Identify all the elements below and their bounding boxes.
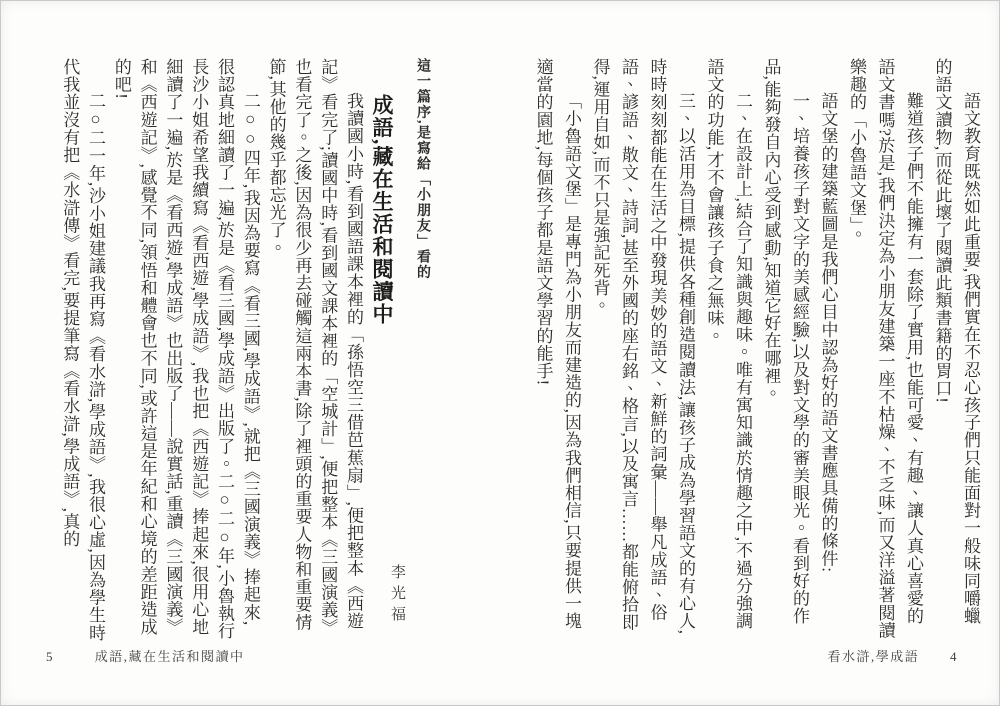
preface-body-right xyxy=(528,58,984,642)
preface-paragraph: 一、培養孩子對文字的美感經驗,以及對文學的審美眼光。看到好的作品,能夠發自內心受到感動,知道它好在哪裡。 xyxy=(761,58,809,625)
author-name: 李光福 xyxy=(389,564,405,627)
preface-paragraph: 語文堡的建築藍圖是我們心目中認為好的語文書應具備的條件: xyxy=(818,92,838,573)
page-footer-right xyxy=(827,646,958,665)
page-footer-left xyxy=(46,646,245,665)
preface-body-left xyxy=(56,58,366,642)
footer-page-number: 4 xyxy=(950,649,958,664)
preface-paragraph: 難道孩子們不能擁有一套除了實用,也能可愛、有趣、讓人真心喜愛的語文書嗎?於是,我們決定為小朋友建築一座不枯燥、不乏味,而又洋溢著閱讀樂趣的「小魯語文堡」。 xyxy=(847,58,923,640)
preface-paragraph: 語文教育既然如此重要,我們實在不忍心孩子們只能面對一般味同嚼蠟的語文讀物,而從此壞了閱讀此類書籍的胃口! xyxy=(932,58,980,625)
preface-paragraph: 「小魯語文堡」是專門為小朋友而建造的,因為我們相信,只要提供一塊適當的園地,每個孩子都是語文學習的能手! xyxy=(533,58,581,630)
preface-paragraph: 二、在設計上,結合了知識與趣味。唯有寓知識於情趣之中,不過分強調語文的功能,才不會讓孩子食之無味。 xyxy=(704,58,752,630)
preface-paragraph: 我讀國小時,看到國語課本裡的「孫悟空三借芭蕉扇」,便把整本《西遊記》看完了;讀國中時,看到國文課本裡的「空城計」,便把整本《三國演義》也看完了。之後,因為很少再去碰觸這兩本書,除了裡頭的重要人物和重要情節,其他的幾乎都忘光了。 xyxy=(266,58,363,637)
preface-paragraph: 二○○四年,我因為要寫《看三國,學成語》,就把《三國演義》捧起來,很認真地細讀了一遍,於是《看三國,學成語》出版了。二○二○年,小魯執行長沙小姐希望我續寫《看西遊,學成語》,我也把《西遊記》捧起來,很用心地細讀了一遍,於是《看西遊,學成語》也出版了——說實話,重讀《三國演義》和《西遊記》,感覺不同,領悟和體會也不同,或許這是年紀和心境的差距造成的吧! xyxy=(111,58,260,640)
preface-heading: 這一篇序,是寫給「小朋友」看的 xyxy=(415,58,430,280)
footer-book-title: 看水滸,學成語 xyxy=(827,649,920,664)
footer-page-number: 5 xyxy=(46,649,54,664)
footer-chapter-title: 成語,藏在生活和閱讀中 xyxy=(94,649,245,664)
preface-paragraph: 三、以活用為目標,提供各種創造閱讀法,讓孩子成為學習語文的有心人,時時刻刻都能在生活之中發現美妙的語文、新鮮的詞彙——舉凡成語、俗語、諺語、散文、詩詞,甚至外國的座右銘、格言,以及寓言……都能俯拾即得,運用自如,而不只是強記死背。 xyxy=(590,58,695,635)
preface-title-block xyxy=(365,58,433,618)
preface-paragraph: 二○二一年,沙小姐建議我再寫《看水滸,學成語》,我很心虛,因為學生時代我並沒有把《水滸傳》看完,要提筆寫《看水滸,學成語》,真的 xyxy=(60,58,106,642)
preface-title: 成語,藏在生活和閱讀中 xyxy=(370,94,394,326)
